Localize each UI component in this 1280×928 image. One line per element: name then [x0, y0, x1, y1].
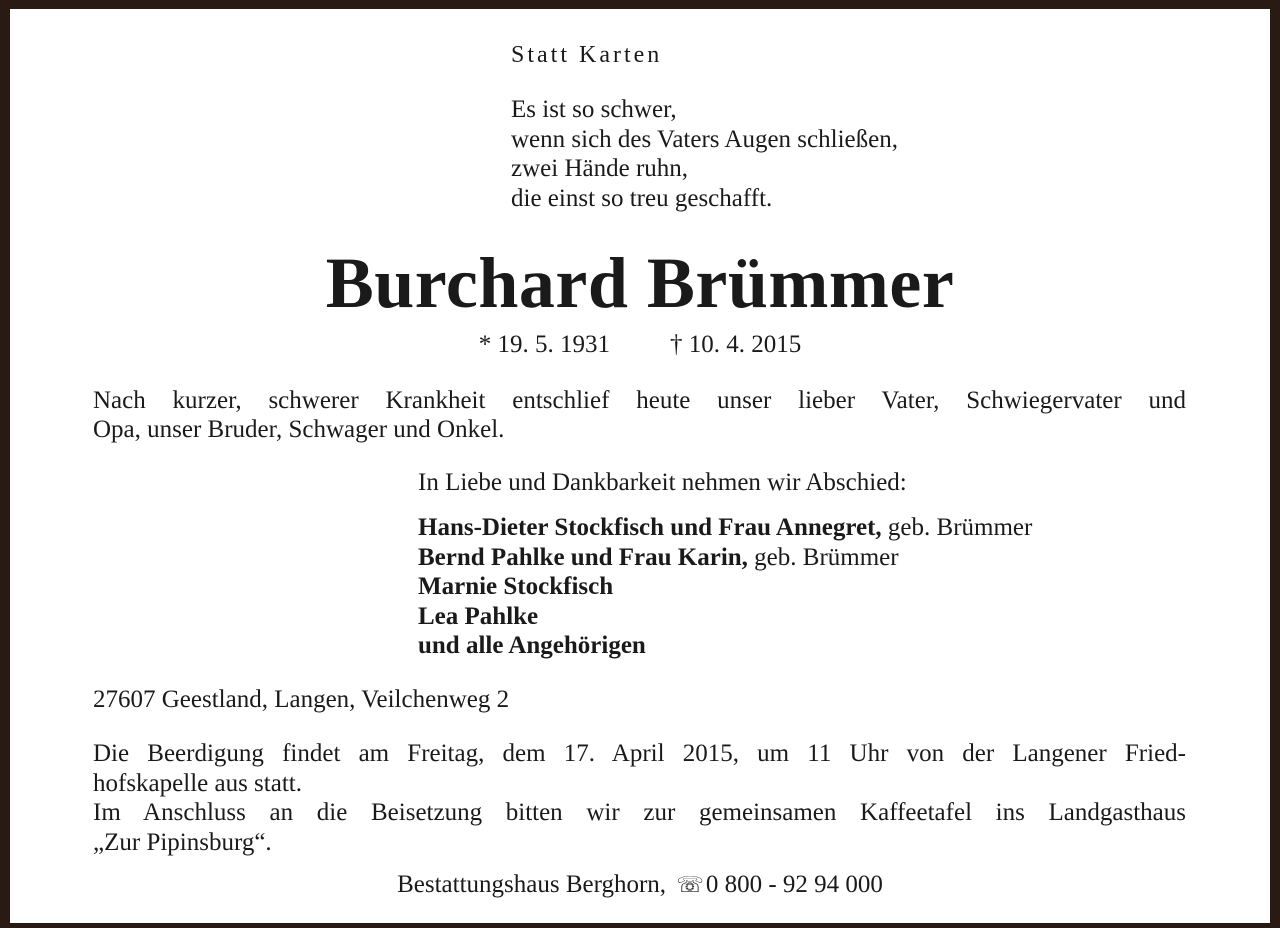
undertaker-name: Bestattungshaus Berghorn,: [397, 871, 667, 898]
funeral-line: Im Anschluss an die Beisetzung bitten wir zur gemeinsamen Kaffeetafel ins Landgasthaus: [93, 799, 1186, 826]
announcement-line: Nach kurzer, schwerer Krankheit entschlief heute unser lieber Vater, Schwiegervater und: [93, 387, 1186, 414]
mourner-note: geb. Brümmer: [881, 514, 1033, 541]
birth-date: * 19. 5. 1931: [478, 331, 610, 358]
farewell-text: In Liebe und Dankbarkeit nehmen wir Abschied:: [418, 469, 907, 496]
mourner-entry: [418, 543, 1032, 573]
poem-line: wenn sich des Vaters Augen schließen,: [511, 125, 898, 153]
mourner-note: geb. Brümmer: [747, 543, 899, 571]
mourners-list: [418, 513, 1032, 661]
mourner-entry: [418, 631, 1032, 661]
funeral-details: [93, 739, 1186, 857]
deceased-name: Burchard Brümmer: [325, 243, 955, 323]
telephone-icon: ☏: [676, 873, 704, 898]
poem-line: zwei Hände ruhn,: [511, 155, 689, 182]
funeral-line: „Zur Pipinsburg“.: [93, 828, 272, 856]
mourner-name: Bernd Pahlke und Frau Karin,: [418, 543, 748, 571]
funeral-line: Die Beerdigung findet am Freitag, dem 17. April 2015, um 11 Uhr von der Langener Fried-: [93, 740, 1186, 767]
life-dates: [10, 331, 1270, 359]
poem: [511, 95, 898, 213]
announcement-line: Opa, unser Bruder, Schwager und Onkel.: [93, 415, 505, 443]
poem-line: die einst so treu geschafft.: [511, 184, 773, 212]
mourner-name: und alle Angehörigen: [418, 632, 646, 659]
mourner-entry: [418, 602, 1032, 632]
phone-number: 0 800 - 92 94 000: [705, 871, 883, 898]
announcement-text: [93, 387, 1186, 444]
mourner-name: Hans-Dieter Stockfisch und Frau Annegret,: [418, 514, 882, 541]
mourner-name: Marnie Stockfisch: [418, 573, 614, 600]
statt-karten-heading: Statt Karten: [511, 42, 663, 68]
funeral-line: hofskapelle aus statt.: [93, 769, 302, 797]
mourner-entry: [418, 572, 1032, 602]
poem-line: Es ist so schwer,: [511, 96, 677, 123]
address-text: 27607 Geestland, Langen, Veilchenweg 2: [93, 686, 510, 713]
death-date: † 10. 4. 2015: [670, 331, 802, 358]
mourner-entry: [418, 513, 1032, 543]
mourner-name: Lea Pahlke: [418, 602, 539, 630]
undertaker-footer: [10, 871, 1270, 899]
